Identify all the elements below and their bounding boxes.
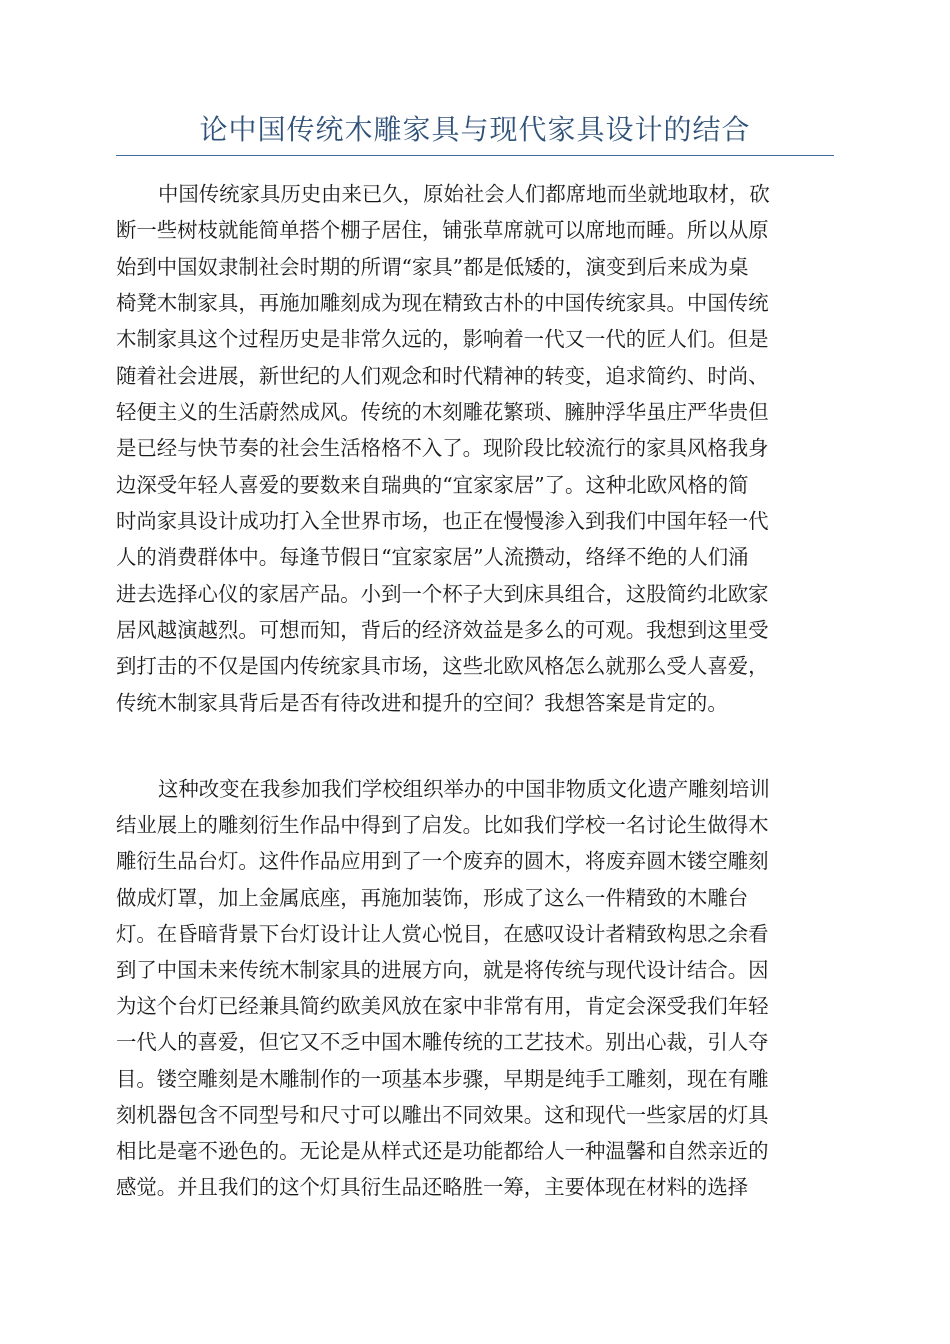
paragraph-1-line: 中国传统家具历史由来已久，原始社会人们都席地而坐就地取材，砍 [158, 182, 770, 206]
paragraph-2-line: 灯。在昏暗背景下台灯设计让人赏心悦目，在感叹设计者精致构思之余看 [116, 921, 769, 946]
paragraph-1 [116, 176, 834, 721]
paragraph-1-line: 椅凳木制家具，再施加雕刻成为现在精致古朴的中国传统家具。中国传统 [116, 291, 769, 316]
paragraph-2-line: 刻机器包含不同型号和尺寸可以雕出不同效果。这和现代一些家居的灯具 [116, 1102, 769, 1127]
paragraph-2-line: 为这个台灯已经兼具简约欧美风放在家中非常有用，肯定会深受我们年轻 [116, 994, 769, 1019]
paragraph-2-line: 结业展上的雕刻衍生作品中得到了启发。比如我们学校一名讨论生做得木 [116, 813, 769, 838]
paragraph-1-line: 人的消费群体中。每逢节假日“宜家家居”人流攒动，络绎不绝的人们涌 [116, 545, 749, 570]
paragraph-1-line: 是已经与快节奏的社会生活格格不入了。现阶段比较流行的家具风格我身 [116, 436, 769, 461]
paragraph-1-line: 随着社会进展，新世纪的人们观念和时代精神的转变，追求简约、时尚、 [116, 363, 769, 388]
paragraph-1-line: 居风越演越烈。可想而知，背后的经济效益是多么的可观。我想到这里受 [116, 618, 769, 643]
paragraph-1-line: 传统木制家具背后是否有待改进和提升的空间？我想答案是肯定的。 [116, 690, 728, 715]
paragraph-1-line: 木制家具这个过程历史是非常久远的，影响着一代又一代的匠人们。但是 [116, 327, 769, 352]
paragraph-2-line: 感觉。并且我们的这个灯具衍生品还略胜一筹，主要体现在材料的选择 [116, 1175, 749, 1200]
paragraph-1-line: 时尚家具设计成功打入全世界市场，也正在慢慢渗入到我们中国年轻一代 [116, 509, 769, 534]
document-title: 论中国传统木雕家具与现代家具设计的结合 [199, 113, 751, 146]
paragraph-1-line: 断一些树枝就能简单搭个棚子居住，铺张草席就可以席地而睡。所以从原 [116, 218, 769, 243]
paragraph-2-line: 目。镂空雕刻是木雕制作的一项基本步骤，早期是纯手工雕刻，现在有雕 [116, 1066, 769, 1091]
paragraph-2 [116, 771, 834, 1205]
title-underline [116, 155, 834, 156]
paragraph-2-line: 做成灯罩，加上金属底座，再施加装饰，形成了这么一件精致的木雕台 [116, 885, 749, 910]
paragraph-1-line: 始到中国奴隶制社会时期的所谓“家具”都是低矮的，演变到后来成为桌 [116, 254, 749, 279]
paragraph-2-line: 相比是毫不逊色的。无论是从样式还是功能都给人一种温馨和自然亲近的 [116, 1138, 769, 1163]
paragraph-1-line: 到打击的不仅是国内传统家具市场，这些北欧风格怎么就那么受人喜爱， [116, 654, 769, 679]
paragraph-2-line: 到了中国未来传统木制家具的进展方向，就是将传统与现代设计结合。因 [116, 957, 769, 982]
paragraph-2-line: 一代人的喜爱，但它又不乏中国木雕传统的工艺技术。别出心裁，引人夺 [116, 1030, 769, 1055]
paragraph-1-line: 边深受年轻人喜爱的要数来自瑞典的“宜家家居”了。这种北欧风格的简 [116, 472, 749, 497]
paragraph-1-line: 轻便主义的生活蔚然成风。传统的木刻雕花繁琐、臃肿浮华虽庄严华贵但 [116, 400, 769, 425]
paragraph-2-line: 雕衍生品台灯。这件作品应用到了一个废弃的圆木，将废弃圆木镂空雕刻 [116, 849, 769, 874]
paragraph-1-line: 进去选择心仪的家居产品。小到一个杯子大到床具组合，这股简约北欧家 [116, 581, 769, 606]
paragraph-2-line: 这种改变在我参加我们学校组织举办的中国非物质文化遗产雕刻培训 [158, 777, 770, 801]
